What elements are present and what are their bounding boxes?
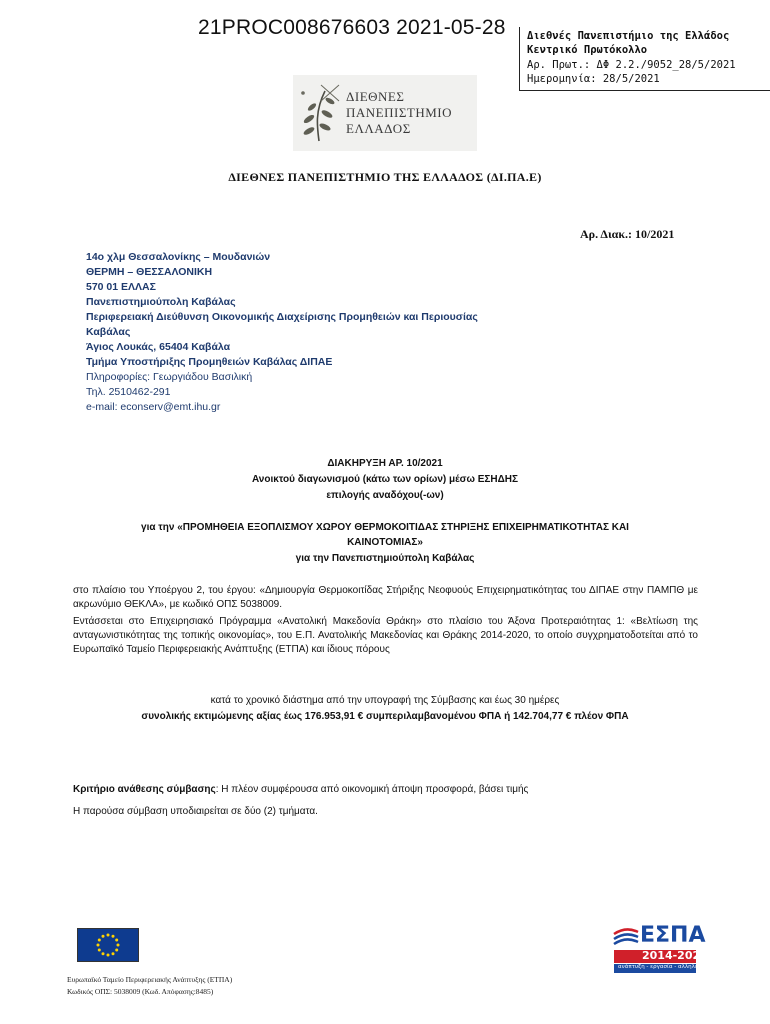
eu-stars-icon xyxy=(78,929,138,961)
notice-subject: για την «ΠΡΟΜΗΘΕΙΑ ΕΞΟΠΛΙΣΜΟΥ ΧΩΡΟΥ ΘΕΡΜΟΚΟΙΤΙΔΑΣ ΣΤΗΡΙΞΗΣ ΕΠΙΧΕΙΡΗΜΑΤΙΚΟΤΗΤΑΣ ΚΑΙ xyxy=(141,522,629,533)
address-line: Άγιος Λουκάς, 65404 Καβάλα xyxy=(86,341,231,353)
logo-text-line1: ΔΙΕΘΝΕΣ xyxy=(346,89,405,104)
contact-email: e-mail: econserv@emt.ihu.gr xyxy=(86,401,221,413)
address-line: Περιφερειακή Διεύθυνση Οικονομικής Διαχείρισης Προμηθειών και Περιουσίας xyxy=(86,311,478,323)
espa-years: 2014-2020 xyxy=(642,949,708,962)
address-line: Τμήμα Υποστήριξης Προμηθειών Καβάλας ΔΙΠΑΕ xyxy=(86,356,333,368)
award-criterion-text: : Η πλέον συμφέρουσα από οικονομική άποψη προσφορά, βάσει τιμής xyxy=(215,784,529,795)
contract-duration: κατά το χρονικό διάστημα από την υπογραφή της Σύμβασης και έως 30 ημέρες xyxy=(210,695,560,706)
notice-subject: ΚΑΙΝΟΤΟΜΙΑΣ» xyxy=(347,537,423,548)
project-paragraph: στο πλαίσιο του Υποέργου 2, του έργου: «Δημιουργία Θερμοκοιτίδας Στήριξης Νεοφυούς Επιχειρηματικότητας του ΔΙΠΑΕ στην ΠΑΜΠΘ με ακρωνύμιο ΘΕΚΛΑ», με κωδικό ΟΠΣ 5038009. xyxy=(73,585,698,610)
eu-flag-logo xyxy=(77,928,139,962)
stamp-registry: Κεντρικό Πρωτόκολλο xyxy=(527,44,648,56)
espa-logo xyxy=(612,923,711,976)
award-criterion-label: Κριτήριο ανάθεσης σύμβασης xyxy=(73,784,216,795)
university-logo xyxy=(293,75,477,151)
stamp-university: Διεθνές Πανεπιστήμιο της Ελλάδος xyxy=(527,30,730,42)
procurement-id: 21PROC008676603 2021-05-28 xyxy=(198,16,506,39)
estimated-value: συνολικής εκτιμώμενης αξίας έως 176.953,91 € συμπεριλαμβανομένου ΦΠΑ ή 142.704,77 € πλέον ΦΠΑ xyxy=(141,711,629,722)
notice-subject-location: για την Πανεπιστημιούπολη Καβάλας xyxy=(295,553,475,564)
address-line: 14ο χλμ Θεσσαλονίκης – Μουδανιών xyxy=(86,251,271,263)
espa-swoosh-icon xyxy=(612,926,640,948)
contact-phone: Τηλ. 2510462-291 xyxy=(86,386,171,398)
address-line: 570 01 ΕΛΛΑΣ xyxy=(86,281,156,293)
olive-branch-icon xyxy=(295,81,343,145)
espa-title: ΕΣΠΑ xyxy=(640,923,706,948)
lots-statement: Η παρούσα σύμβαση υποδιαιρείται σε δύο (2) τμήματα. xyxy=(73,806,318,817)
notice-subtitle: Ανοικτού διαγωνισμού (κάτω των ορίων) μέσω ΕΣΗΔΗΣ xyxy=(251,474,519,485)
stamp-protocol-number: Αρ. Πρωτ.: ΔΦ 2.2./9052_28/5/2021 xyxy=(527,59,736,71)
notice-subtitle: επιλογής αναδόχου(-ων) xyxy=(326,490,444,501)
logo-text-line3: ΕΛΛΑΔΟΣ xyxy=(346,121,411,136)
logo-text-line2: ΠΑΝΕΠΙΣΤΗΜΙΟ xyxy=(346,105,452,120)
notice-reference-number: Αρ. Διακ.: 10/2021 xyxy=(580,227,675,241)
espa-tagline: ανάπτυξη - εργασία - αλληλεγγύη xyxy=(618,964,711,970)
address-line: Πανεπιστημιούπολη Καβάλας xyxy=(86,296,236,308)
footer-fund: Ευρωπαϊκό Ταμείο Περιφερειακής Ανάπτυξης (ΕΤΠΑ) xyxy=(67,975,233,984)
university-title: ΔΙΕΘΝΕΣ ΠΑΝΕΠΙΣΤΗΜΙΟ ΤΗΣ ΕΛΛΑΔΟΣ (ΔΙ.ΠΑ.Ε) xyxy=(228,170,542,184)
stamp-date: Ημερομηνία: 28/5/2021 xyxy=(527,73,660,85)
award-criterion xyxy=(73,784,528,795)
address-line: Καβάλας xyxy=(86,326,131,338)
footer-ops-code: Κωδικός ΟΠΣ: 5038009 (Κωδ. Απόφασης:8485) xyxy=(67,987,214,996)
programme-paragraph: Εντάσσεται στο Επιχειρησιακό Πρόγραμμα «Ανατολική Μακεδονία Θράκη» στο πλαίσιο του Άξονα Προτεραιότητας 1: «Βελτίωση της ανταγωνιστικότητας της τοπικής οικονομίας», του Ε.Π. Ανατολικής Μακεδονίας και Θράκης 2014-2020, το οποίο συγχρηματοδοτείται από το Ευρωπαϊκό Ταμείο Περιφερειακής Ανάπτυξης (ΕΤΠΑ) και ίδιους πόρους xyxy=(73,616,698,655)
notice-title: ΔΙΑΚΗΡΥΞΗ ΑΡ. 10/2021 xyxy=(327,458,443,469)
contact-person: Πληροφορίες: Γεωργιάδου Βασιλική xyxy=(86,371,253,383)
address-line: ΘΕΡΜΗ – ΘΕΣΣΑΛΟΝΙΚΗ xyxy=(86,266,213,278)
